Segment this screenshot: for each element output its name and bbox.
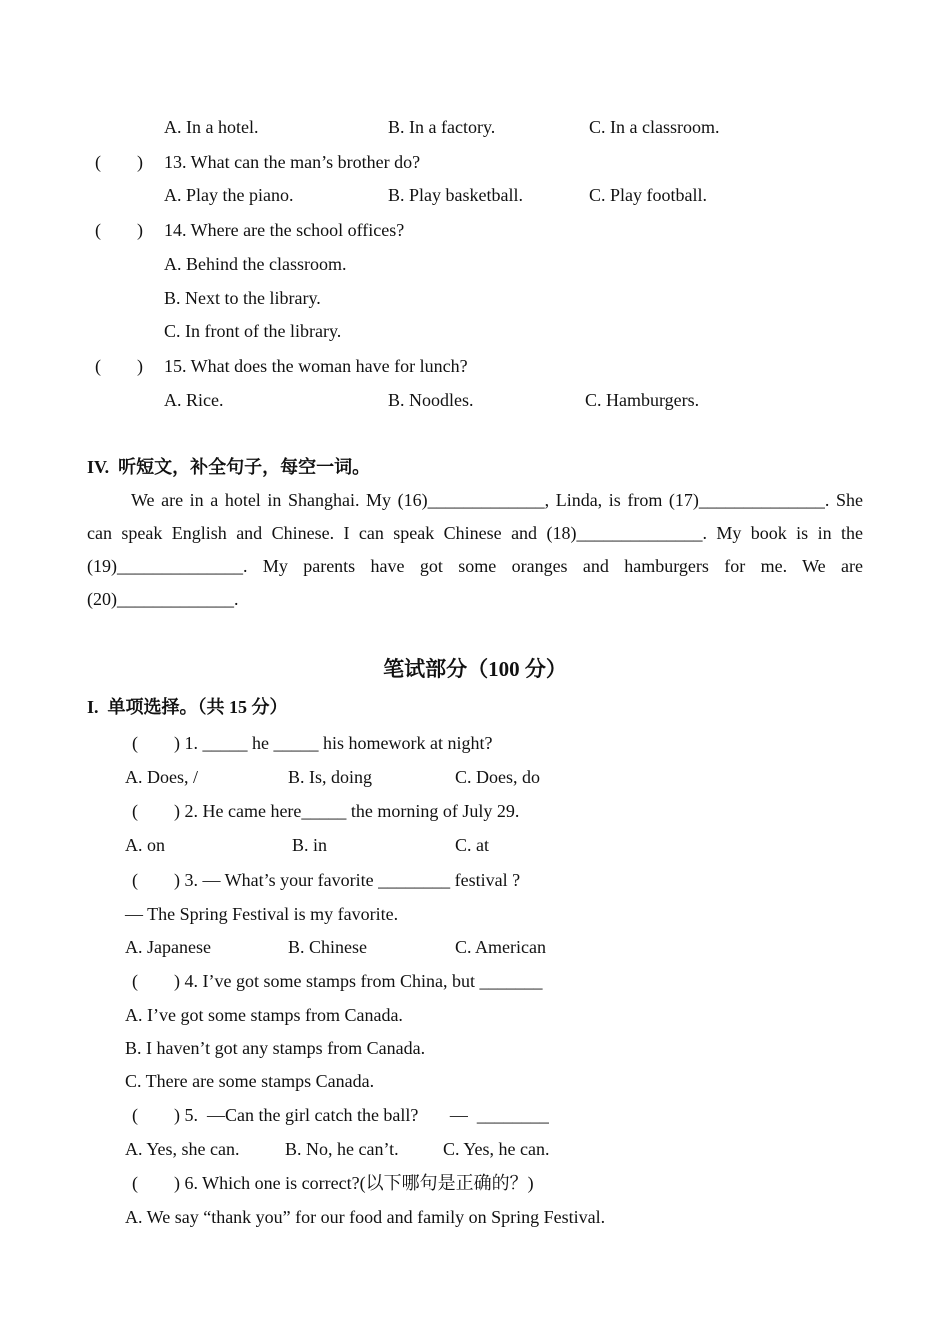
- q14-option-b: B. Next to the library.: [164, 288, 321, 308]
- section-iv-passage: We are in a hotel in Shanghai. My (16)_____________, Linda, is from (17)______________. She can speak English and Chinese. I can speak Chinese and (18)______________. My book is in the (19)______________. My parents have got some oranges and hamburgers for me. We are (20)_____________.: [87, 490, 863, 609]
- q1-question: ( ) 1. _____ he _____ his homework at night?: [132, 733, 493, 753]
- q1-option-b: B. Is, doing: [288, 767, 373, 787]
- q5-option-b: B. No, he can’t.: [285, 1139, 399, 1159]
- q15-answer-paren[interactable]: ( ): [95, 356, 143, 376]
- q15-option-a: A. Rice.: [164, 390, 224, 410]
- q14-question: 14. Where are the school offices?: [164, 220, 405, 240]
- q14-option-c: C. In front of the library.: [164, 321, 342, 341]
- q4-option-c: C. There are some stamps Canada.: [125, 1071, 375, 1091]
- q4-option-b: B. I haven’t got any stamps from Canada.: [125, 1038, 426, 1058]
- q2-option-b: B. in: [292, 835, 328, 855]
- section-i-heading: I. 单项选择。（共 15 分）: [87, 697, 288, 717]
- q12-option-b: B. In a factory.: [388, 117, 496, 137]
- q5-question: ( ) 5. —Can the girl catch the ball? — ________: [132, 1105, 549, 1125]
- q13-option-c: C. Play football.: [589, 185, 707, 205]
- q2-option-a: A. on: [125, 835, 165, 855]
- q12-option-c: C. In a classroom.: [589, 117, 720, 137]
- q3-question: ( ) 3. — What’s your favorite ________ festival ?: [132, 870, 521, 890]
- q6-option-a: A. We say “thank you” for our food and family on Spring Festival.: [125, 1207, 606, 1227]
- q15-option-c: C. Hamburgers.: [585, 390, 700, 410]
- q1-option-c: C. Does, do: [455, 767, 540, 787]
- q3-option-a: A. Japanese: [125, 937, 211, 957]
- q5-option-c: C. Yes, he can.: [443, 1139, 550, 1159]
- q4-question: ( ) 4. I’ve got some stamps from China, but _______: [132, 971, 543, 991]
- q1-option-a: A. Does, /: [125, 767, 198, 787]
- q3-option-c: C. American: [455, 937, 546, 957]
- q3-answer-line: — The Spring Festival is my favorite.: [125, 904, 399, 924]
- q14-answer-paren[interactable]: ( ): [95, 220, 143, 240]
- q13-answer-paren[interactable]: ( ): [95, 152, 143, 172]
- q13-option-b: B. Play basketball.: [388, 185, 523, 205]
- q3-option-b: B. Chinese: [288, 937, 367, 957]
- q4-option-a: A. I’ve got some stamps from Canada.: [125, 1005, 403, 1025]
- q15-option-b: B. Noodles.: [388, 390, 474, 410]
- q2-question: ( ) 2. He came here_____ the morning of July 29.: [132, 801, 520, 821]
- q12-option-a: A. In a hotel.: [164, 117, 259, 137]
- q15-question: 15. What does the woman have for lunch?: [164, 356, 468, 376]
- q6-question: ( ) 6. Which one is correct?(以下哪句是正确的？): [132, 1173, 534, 1193]
- q14-option-a: A. Behind the classroom.: [164, 254, 347, 274]
- q13-option-a: A. Play the piano.: [164, 185, 294, 205]
- written-part-title: 笔试部分（100 分）: [383, 657, 567, 681]
- q13-question: 13. What can the man’s brother do?: [164, 152, 421, 172]
- q5-option-a: A. Yes, she can.: [125, 1139, 240, 1159]
- section-iv-heading: IV. 听短文，补全句子，每空一词。: [87, 457, 371, 477]
- q2-option-c: C. at: [455, 835, 489, 855]
